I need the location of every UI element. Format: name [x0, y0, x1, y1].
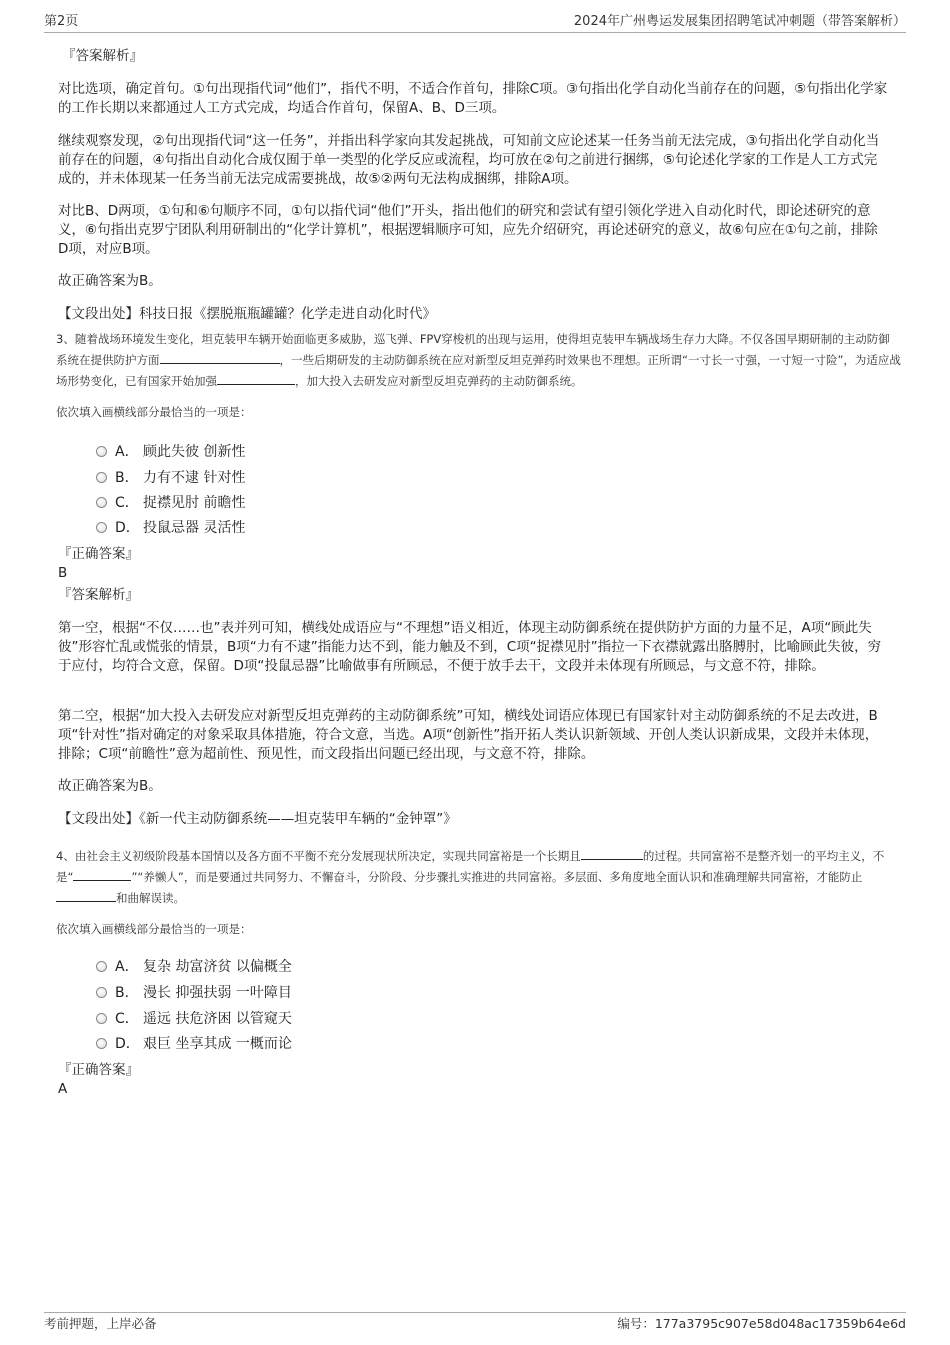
question-prompt: 依次填入画横线部分最恰当的一项是： [56, 405, 252, 419]
option-letter: C． [115, 495, 139, 511]
radio-icon[interactable] [96, 1013, 107, 1024]
option-text: 复杂 劫富济贫 以偏概全 [143, 959, 292, 975]
radio-icon[interactable] [96, 472, 107, 483]
conclusion: 故正确答案为B。 [58, 778, 162, 794]
analysis-paragraph: 第二空，根据“加大投入去研发应对新型反坦克弹药的主动防御系统”可知，横线处词语应体现已有国家针对主动防御系统的不足去改进，B项“针对性”指对确定的对象采取具体措施，符合文意，当选。A项“创新性”指开拓人类认识新领域、开创人类认识新成果，文段并未体现，排除；C项“前瞻性”意为超前性、预见性，而文段指出问题已经出现，与文意不符，排除。 [58, 708, 879, 762]
analysis-paragraph: 继续观察发现，②句出现指代词“这一任务”，并指出科学家向其发起挑战，可知前文应论述某一任务当前无法完成，③句指出化学自动化当前存在的问题，④句指出自动化合成仅囿于单一类型的化学反应或流程，均可放在②句之前进行捆绑，⑤句论述化学家的工作是人工方式完成的，并未体现某一任务当前无法完成需要挑战，故⑤②两句无法构成捆绑，排除A项。 [58, 133, 880, 187]
document-code: 编号：177a3795c907e58d048ac17359b64e6d [617, 1316, 906, 1331]
option-letter: A． [115, 959, 139, 975]
option-d[interactable] [96, 517, 245, 537]
option-b[interactable] [96, 982, 292, 1002]
option-a[interactable] [96, 441, 245, 461]
correct-answer-label: 『正确答案』 [58, 1062, 139, 1078]
text-segment: ，加大投入去研发应对新型反坦克弹药的主动防御系统。 [295, 374, 583, 388]
option-letter: B． [115, 470, 139, 486]
footer-slogan: 考前押题，上岸必备 [44, 1316, 157, 1331]
text-segment: 3、随着战场环境发生变化，坦克装甲车辆开始面临更多威胁，巡飞弹、FPV穿梭机的出现与运用，使得坦克装甲车辆战场生存力大降。不仅各国早期研制的主动防御系统在提供防护方面 [56, 332, 890, 367]
option-text: 艰巨 坐享其成 一概而论 [143, 1036, 292, 1052]
question-prompt: 依次填入画横线部分最恰当的一项是： [56, 922, 252, 936]
text-segment: 4、由社会主义初级阶段基本国情以及各方面不平衡不充分发展现状所决定，实现共同富裕是一个长期且 [56, 849, 581, 863]
option-text: 遥远 扶危济困 以管窥天 [143, 1011, 292, 1027]
analysis-paragraph: 对比B、D两项，①句和⑥句顺序不同，①句以指代词“他们”开头，指出他们的研究和尝试有望引领化学进入自动化时代，即论述研究的意义，⑥句指出克罗宁团队利用研制出的“化学计算机”，根据逻辑顺序可知，应先介绍研究，再论述研究的意义，故⑥句应在①句之前，排除D项，对应B项。 [58, 203, 878, 257]
analysis-label: 『答案解析』 [62, 48, 143, 64]
analysis-label: 『答案解析』 [58, 587, 139, 603]
radio-icon[interactable] [96, 446, 107, 457]
option-text: 顾此失彼 创新性 [143, 444, 246, 460]
option-letter: C． [115, 1011, 139, 1027]
question-3-text [56, 329, 901, 392]
option-a[interactable] [96, 956, 292, 976]
option-d[interactable] [96, 1033, 292, 1053]
option-letter: D． [115, 1036, 140, 1052]
option-text: 力有不逮 针对性 [143, 470, 246, 486]
option-c[interactable] [96, 1008, 292, 1028]
radio-icon[interactable] [96, 987, 107, 998]
option-text: 捉襟见肘 前瞻性 [143, 495, 246, 511]
blank [581, 847, 643, 860]
text-segment: ，一些后期研发的主动防御系统在应对新型反坦克弹药时效果也不理想。正所谓“一寸长一寸强，一寸短一寸险”，为适应战场形势变化，已有国家开始加强 [56, 353, 901, 388]
footer-divider [44, 1312, 906, 1313]
blank [160, 351, 280, 364]
blank [217, 372, 295, 385]
blank [73, 868, 131, 881]
correct-answer-label: 『正确答案』 [58, 546, 139, 562]
option-letter: D． [115, 520, 140, 536]
question-4-text [56, 846, 901, 909]
option-letter: A． [115, 444, 139, 460]
blank [56, 889, 116, 902]
radio-icon[interactable] [96, 961, 107, 972]
option-text: 漫长 抑强扶弱 一叶障目 [143, 985, 292, 1001]
page-number: 第2页 [44, 14, 79, 29]
text-segment: 和曲解误读。 [116, 891, 185, 905]
source-citation: 【文段出处】科技日报《摆脱瓶瓶罐罐？化学走进自动化时代》 [58, 306, 436, 322]
correct-answer: A [58, 1081, 68, 1097]
correct-answer: B [58, 565, 68, 581]
analysis-paragraph: 第一空，根据“不仅……也”表并列可知，横线处成语应与“不理想”语义相近，体现主动防御系统在提供防护方面的力量不足，A项“顾此失彼”形容忙乱或慌张的情景，B项“力有不逮”指能力达不到，能力触及不到，C项“捉襟见肘”指拉一下衣襟就露出胳膊肘，比喻顾此失彼，穷于应付，均符合文意，保留。D项“投鼠忌器”比喻做事有所顾忌，不便于放手去干，文段并未体现有所顾忌，与文意不符，排除。 [58, 620, 882, 674]
radio-icon[interactable] [96, 522, 107, 533]
conclusion: 故正确答案为B。 [58, 273, 162, 289]
radio-icon[interactable] [96, 497, 107, 508]
text-segment: ”“养懒人”，而是要通过共同努力、不懈奋斗，分阶段、分步骤扎实推进的共同富裕。多层面、多角度地全面认识和准确理解共同富裕，才能防止 [131, 870, 863, 884]
option-c[interactable] [96, 492, 245, 512]
analysis-paragraph: 对比选项，确定首句。①句出现指代词“他们”，指代不明，不适合作首句，排除C项。③句指出化学自动化当前存在的问题，⑤句指出化学家的工作长期以来都通过人工方式完成，均适合作首句，保留A、B、D三项。 [58, 81, 888, 116]
text-segment: 的过程。共同富裕不是整齐划一的平均主义，不是“ [56, 849, 885, 884]
header-divider [44, 32, 906, 33]
document-title: 2024年广州粤运发展集团招聘笔试冲刺题（带答案解析） [573, 14, 906, 29]
option-letter: B． [115, 985, 139, 1001]
option-text: 投鼠忌器 灵活性 [143, 520, 246, 536]
option-b[interactable] [96, 467, 245, 487]
radio-icon[interactable] [96, 1038, 107, 1049]
source-citation: 【文段出处】《新一代主动防御系统——坦克装甲车辆的“金钟罩”》 [58, 811, 457, 827]
